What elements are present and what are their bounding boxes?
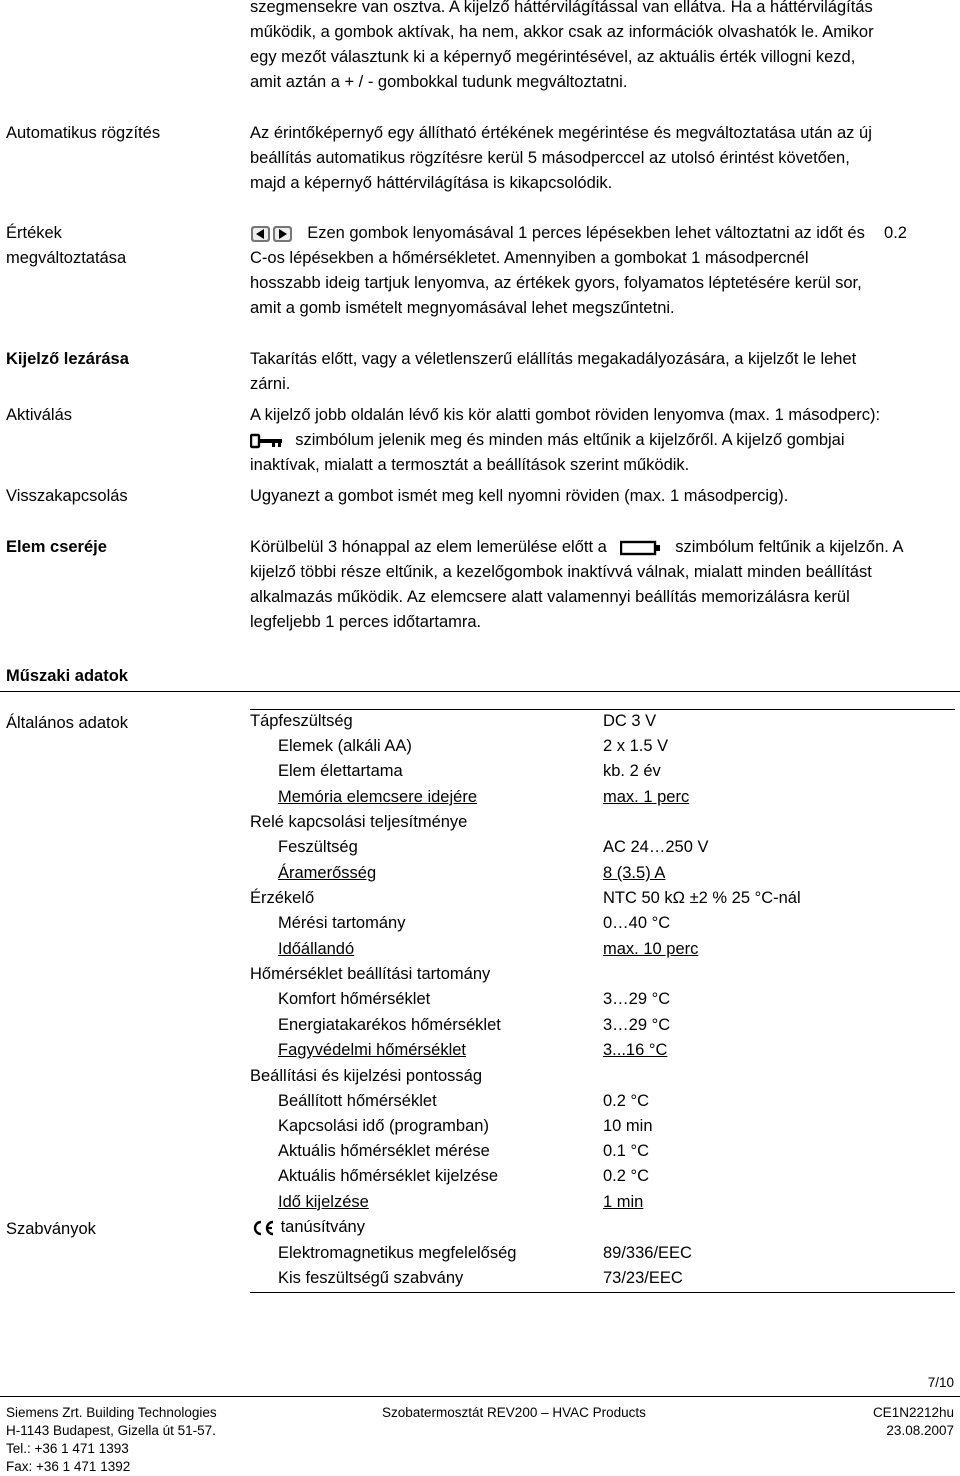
spec-value-emc: 89/336/EEC [603,1244,692,1262]
footer-company: Siemens Zrt. Building Technologies [6,1405,217,1420]
section-label-reset: Visszakapcsolás [6,487,128,505]
key-icon [250,433,284,449]
spec-value-low-voltage: 73/23/EEC [603,1269,683,1287]
footer-address: H-1143 Budapest, Gizella út 51-57. [6,1423,216,1438]
specs-table [250,709,955,1295]
spec-row-certificate [250,1215,365,1240]
section-text-auto-save [250,121,955,196]
spec-key-memory: Memória elemcsere idejére [278,788,477,806]
text-line: zárni. [250,375,291,393]
spec-key-relay: Relé kapcsolási teljesítménye [250,813,468,831]
spec-key-measuring-range: Mérési tartomány [278,914,406,932]
spec-key-time-constant: Időállandó [278,940,355,958]
heading-divider [0,691,960,692]
text-line: Takarítás előtt, vagy a véletlenszerű elállítás megakadályozására, a kijelzőt le lehet [250,350,857,368]
text-line: Körülbelül 3 hónappal az elem lemerülése előtt a [250,538,607,556]
spec-value-supply-voltage: DC 3 V [603,712,657,730]
spec-value-time-constant: max. 10 perc [603,940,699,958]
text-line: Az érintőképernyő egy állítható értékének megérintése és megváltoztatása után az új [250,124,872,142]
intro-line: működik, a gombok aktívak, ha nem, akkor csak az információk olvashatók le. Amikor [250,23,874,41]
text-line: majd a képernyő háttérvilágítása is kikapcsolódik. [250,174,613,192]
spec-value-memory: max. 1 perc [603,788,690,806]
text-line: alkalmazás működik. Az elemcsere alatt valamennyi beállítás memorizálásra kerül [250,588,850,606]
spec-value-voltage: AC 24…250 V [603,838,709,856]
text-line: Ugyanezt a gombot ismét meg kell nyomni röviden (max. 1 másodpercig). [250,487,789,505]
label-line: megváltoztatása [6,249,127,267]
section-text-display-lock [250,347,955,397]
text-line: beállítás automatikus rögzítésre kerül 5 másodperccel az utolsó érintést követően, [250,149,850,167]
spec-key-frost-temp: Fagyvédelmi hőmérséklet [278,1041,466,1059]
spec-value-sensor: NTC 50 kΩ ±2 % 25 °C-nál [603,889,801,907]
intro-paragraph [250,0,955,95]
general-data-label: Általános adatok [6,714,129,732]
spec-value-comfort-temp: 3…29 °C [603,990,671,1008]
footer-fax: Fax: +36 1 471 1392 [6,1459,131,1474]
footer-tel: Tel.: +36 1 471 1393 [6,1441,129,1456]
spec-key-comfort-temp: Komfort hőmérséklet [278,990,431,1008]
spec-key-actual-measure: Aktuális hőmérséklet mérése [278,1142,490,1160]
page-number: 7/10 [927,1375,954,1390]
spec-key-set-temp: Beállított hőmérséklet [278,1092,437,1110]
spec-key-time-display: Idő kijelzése [278,1193,369,1211]
arrow-left-right-buttons-icon [250,224,294,244]
section-text-battery [250,535,955,635]
standards-label: Szabványok [6,1220,96,1238]
intro-line: egy mezőt választunk ki a képernyő megérintésével, az aktuális érték villogni kezd, [250,48,856,66]
spec-key-temp-range: Hőmérséklet beállítási tartomány [250,965,491,983]
spec-value-economy-temp: 3…29 °C [603,1016,671,1034]
spec-value-set-temp: 0.2 °C [603,1092,650,1110]
spec-value-time-display: 1 min [603,1193,644,1211]
text-line: legfeljebb 1 perces időtartamra. [250,613,482,631]
section-label-change-values [6,221,126,271]
footer-divider [0,1396,960,1397]
spec-key-low-voltage: Kis feszültségű szabvány [278,1269,464,1287]
section-label-auto-save: Automatikus rögzítés [6,124,161,142]
spec-value-actual-measure: 0.1 °C [603,1142,650,1160]
text-line: Ezen gombok lenyomásával 1 perces lépésekben lehet változtatni az időt és [307,224,865,242]
spec-key-voltage: Feszültség [278,838,358,856]
table-bottom-border [250,1292,955,1293]
spec-key-economy-temp: Energiatakarékos hőmérséklet [278,1016,501,1034]
spec-key-batteries: Elemek (alkáli AA) [278,737,412,755]
section-text-reset [250,484,955,509]
spec-value-battery-life: kb. 2 év [603,762,661,780]
text-line: szimbólum feltűnik a kijelzőn. A [675,538,904,556]
text-line: amit a gomb ismételt megnyomásával lehet megszűntetni. [250,299,675,317]
intro-line: amit aztán a + / - gombokkal tudunk megváltoztatni. [250,73,628,91]
footer-product: Szobatermosztát REV200 – HVAC Products [382,1405,646,1420]
intro-line: szegmensekre van osztva. A kijelző háttérvilágítással van ellátva. Ha a háttérvilágítás [250,0,873,16]
spec-value-frost-temp: 3...16 °C [603,1041,668,1059]
spec-value-batteries: 2 x 1.5 V [603,737,669,755]
ce-mark-icon [250,1219,276,1237]
spec-value-actual-display: 0.2 °C [603,1167,650,1185]
text-line: inaktívak, mialatt a termosztát a beállítások szerint működik. [250,456,690,474]
spec-key-current: Áramerősség [278,864,377,882]
spec-key-switching-time: Kapcsolási idő (programban) [278,1117,489,1135]
text-line: szimbólum jelenik meg és minden más eltűnik a kijelzőről. A kijelző gombjai [295,431,845,449]
section-text-change-values [250,221,955,321]
spec-key-certificate: tanúsítvány [280,1218,365,1236]
text-line-end: 0.2 [884,224,907,242]
label-line: Értékek [6,224,62,242]
spec-key-battery-life: Elem élettartama [278,762,403,780]
footer-date: 23.08.2007 [886,1423,954,1438]
spec-key-accuracy: Beállítási és kijelzési pontosság [250,1067,483,1085]
section-label-display-lock: Kijelző lezárása [6,350,129,368]
text-line: C-os lépésekben a hőmérsékletet. Amennyiben a gombokat 1 másodpercnél [250,249,809,267]
section-text-activate [250,403,955,478]
text-line: hosszabb ideig tartjuk lenyomva, az értékek gyors, folyamatos léptetésére kerül sor, [250,274,862,292]
section-label-activate: Aktiválás [6,406,73,424]
footer-doc-id: CE1N2212hu [872,1405,954,1420]
spec-key-emc: Elektromagnetikus megfelelőség [278,1244,517,1262]
battery-icon [620,540,662,556]
text-line: A kijelző jobb oldalán lévő kis kör alatti gombot röviden lenyomva (max. 1 másodperc): [250,406,881,424]
spec-value-current: 8 (3.5) A [603,864,666,882]
spec-value-measuring-range: 0…40 °C [603,914,671,932]
spec-key-sensor: Érzékelő [250,889,315,907]
section-label-battery: Elem cseréje [6,538,107,556]
spec-key-actual-display: Aktuális hőmérséklet kijelzése [278,1167,499,1185]
tech-data-heading: Műszaki adatok [6,667,128,685]
text-line: kijelző többi része eltűnik, a kezelőgombok inaktívvá válnak, mialatt minden beállítást [250,563,872,581]
spec-value-switching-time: 10 min [603,1117,653,1135]
spec-key-supply-voltage: Tápfeszültség [250,712,353,730]
